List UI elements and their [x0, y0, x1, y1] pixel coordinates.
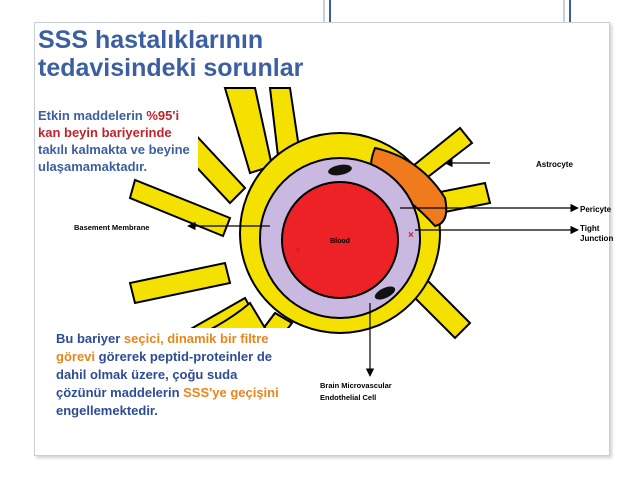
endothelial-cell-label: Brain Microvascular [320, 381, 392, 390]
bottom-note: Bu bariyer seçici, dinamik bir filtre görevi görerek peptid-proteinler de dahil olmak üzere, çoğu suda çözünür maddelerin SSS'ye geçişini engellemektedir. [52, 328, 290, 422]
svg-text:×: × [408, 230, 414, 241]
svg-text:Endothelial Cell: Endothelial Cell [320, 393, 377, 402]
svg-text:Junction: Junction [580, 234, 614, 243]
left-note: Etkin maddelerin %95'i kan beyin bariyerinde takılı kalmakta ve beyine ulaşamamaktadır. [38, 107, 198, 175]
astrocyte-label: Astrocyte [536, 160, 573, 169]
endothelial-label-line2 [318, 390, 458, 404]
basement-membrane-label: Basement Membrane [74, 223, 150, 232]
svg-text:×: × [295, 245, 301, 256]
tight-junction-label: Tight [580, 224, 600, 233]
slide-title: SSS hastalıklarının tedavisindeki sorunlar [38, 26, 304, 82]
pericyte-label: Pericyte [580, 205, 612, 214]
blood-label: Blood [330, 238, 350, 245]
